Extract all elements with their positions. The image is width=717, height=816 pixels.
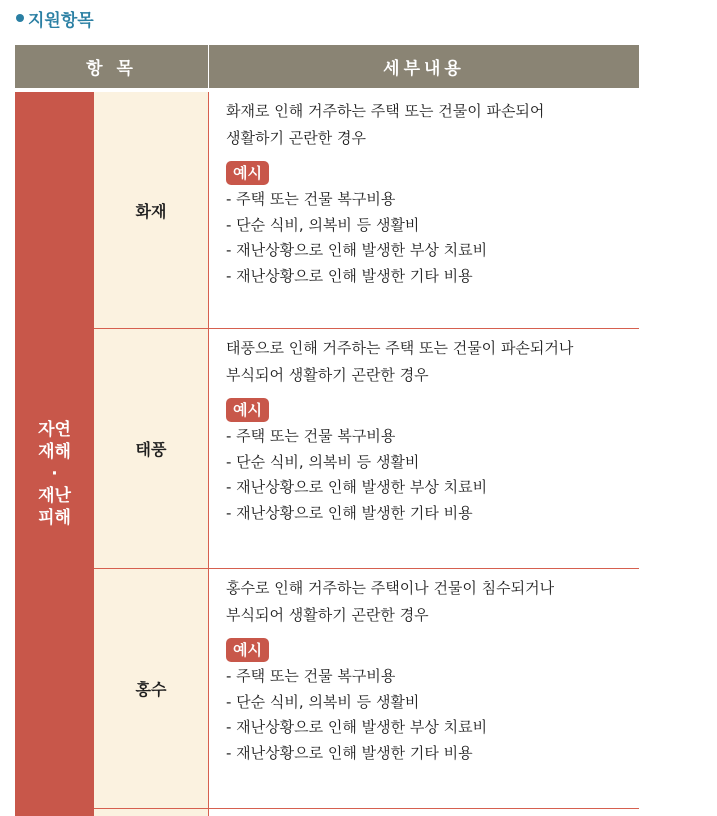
- example-item: - 재난상황으로 인해 발생한 기타 비용: [226, 743, 473, 762]
- example-item: - 재난상황으로 인해 발생한 부상 치료비: [226, 241, 488, 259]
- section-title-text: 지원항목: [28, 10, 94, 31]
- desc-line: 화재로 인해 거주하는 주택 또는 건물이 파손되어: [226, 102, 545, 120]
- example-item: - 재난상황으로 인해 발생한 기타 비용: [226, 503, 473, 522]
- category-line: 재해: [38, 442, 71, 462]
- row-description: [226, 98, 639, 152]
- desc-line: 태풍으로 인해 거주하는 주택 또는 건물이 파손되거나: [226, 339, 574, 357]
- category-line: ·: [51, 464, 58, 484]
- example-badge: 예시: [226, 161, 269, 185]
- desc-line: 생활하기 곤란한 경우: [226, 129, 366, 147]
- row-description: [226, 575, 639, 629]
- category-line: 재난: [38, 486, 71, 506]
- section-title: [16, 6, 94, 30]
- example-list: [226, 187, 639, 289]
- category-line: 피해: [38, 508, 71, 528]
- category-line: 자연: [38, 420, 71, 440]
- row-name-fire: 화재: [94, 92, 208, 328]
- desc-line: 부식되어 생활하기 곤란한 경우: [226, 366, 429, 384]
- example-item: - 재난상황으로 인해 발생한 부상 치료비: [226, 718, 488, 736]
- example-item: - 단순 식비, 의복비 등 생활비: [226, 452, 420, 471]
- row-description: [226, 335, 639, 389]
- row-name-flood: 홍수: [94, 569, 208, 808]
- example-item: - 재난상황으로 인해 발생한 부상 치료비: [226, 478, 488, 496]
- example-badge: 예시: [226, 638, 269, 662]
- table-header: [15, 45, 639, 88]
- example-item: - 주택 또는 건물 복구비용: [226, 190, 396, 208]
- header-detail: 세부내용: [383, 59, 465, 79]
- example-item: - 단순 식비, 의복비 등 생활비: [226, 215, 420, 234]
- example-item: - 재난상황으로 인해 발생한 기타 비용: [226, 266, 473, 285]
- example-list: [226, 664, 639, 766]
- example-item: - 단순 식비, 의복비 등 생활비: [226, 692, 420, 711]
- example-item: - 주택 또는 건물 복구비용: [226, 427, 396, 445]
- row-detail-fire: [209, 92, 639, 328]
- row-detail-flood: [209, 569, 639, 808]
- example-badge: 예시: [226, 398, 269, 422]
- header-item: 항 목: [15, 45, 209, 88]
- row-detail-typhoon: [209, 329, 639, 568]
- example-list: [226, 424, 639, 526]
- desc-line: 부식되어 생활하기 곤란한 경우: [226, 606, 429, 624]
- row-name-partial: [94, 809, 208, 816]
- example-item: - 주택 또는 건물 복구비용: [226, 667, 396, 685]
- desc-line: 홍수로 인해 거주하는 주택이나 건물이 침수되거나: [226, 579, 555, 597]
- row-name-typhoon: 태풍: [94, 329, 208, 568]
- category-cell: [15, 92, 94, 816]
- bullet-icon: [16, 14, 24, 22]
